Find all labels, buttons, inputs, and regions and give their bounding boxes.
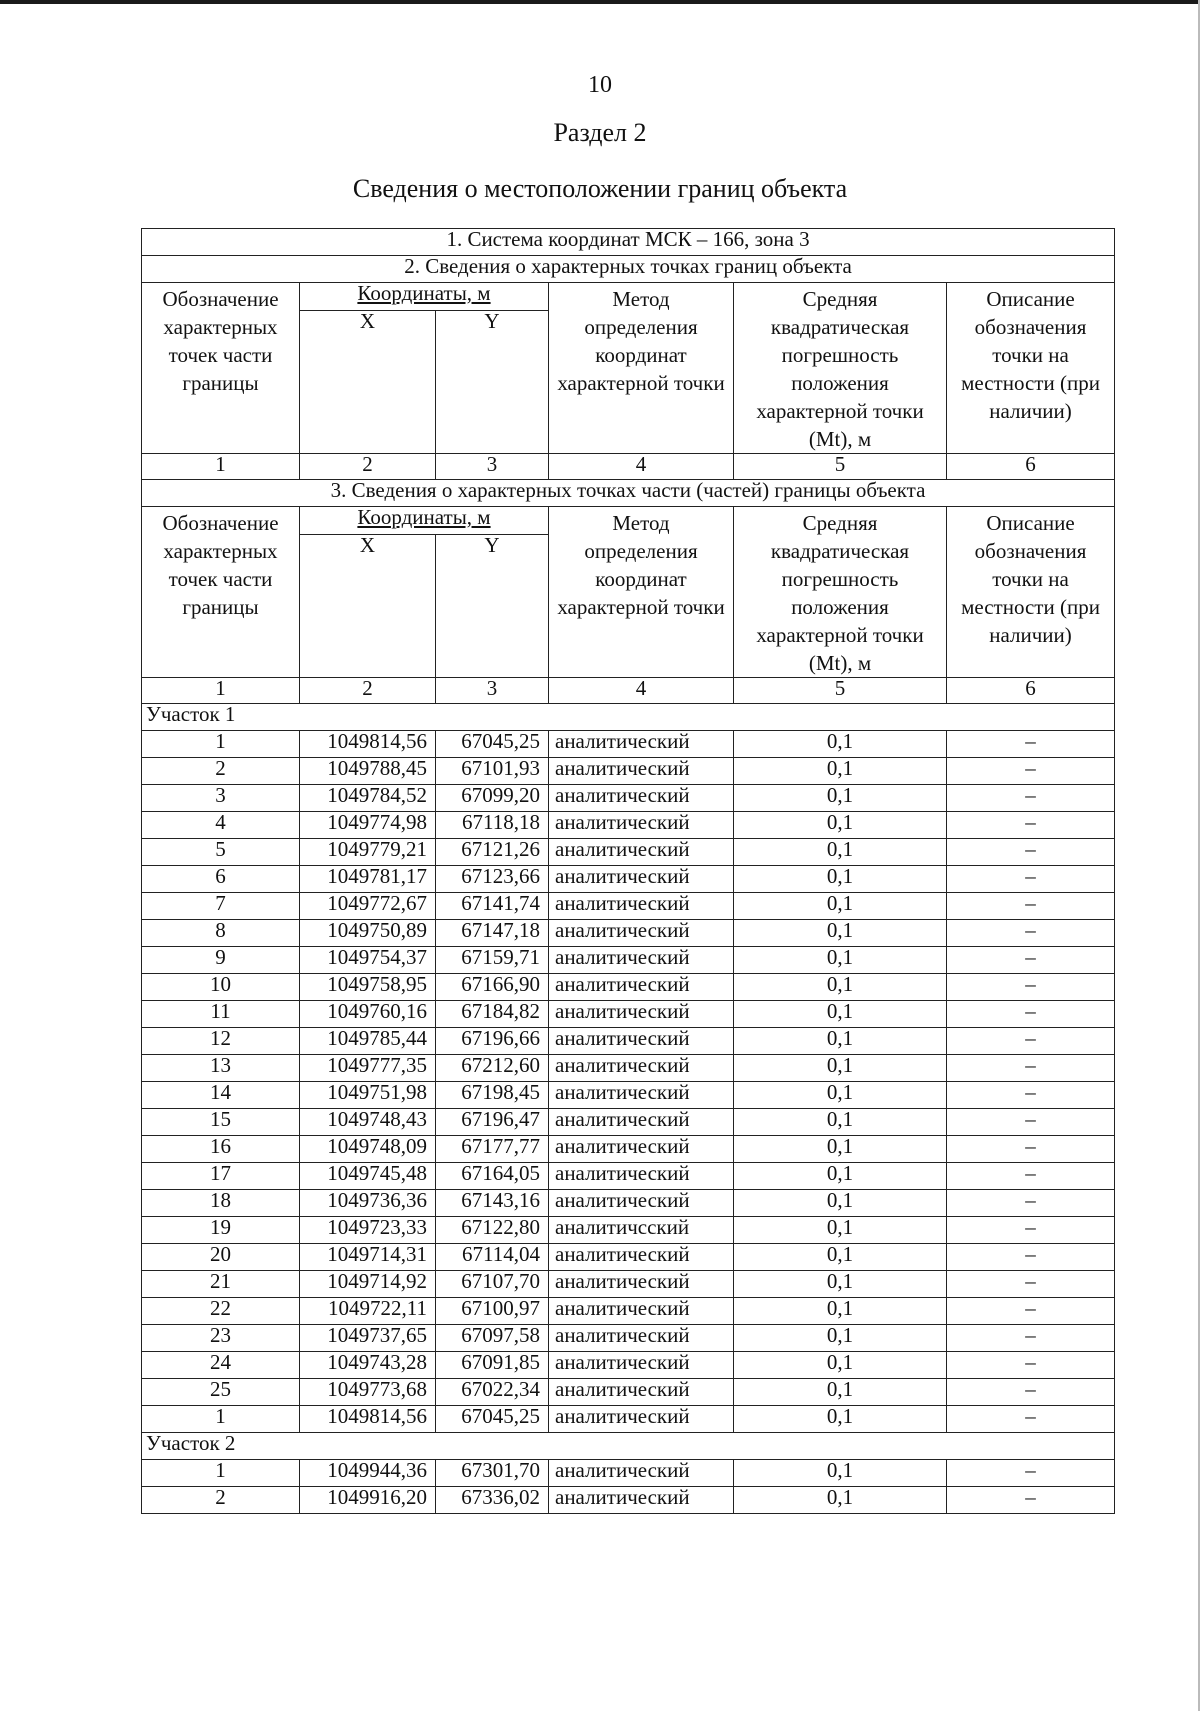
table-row — [142, 1109, 1115, 1136]
error-cell: 0,1 — [734, 839, 947, 866]
table-row — [142, 1217, 1115, 1244]
y-coordinate-cell: 67118,18 — [436, 812, 549, 839]
x-coordinate-cell: 1049750,89 — [300, 920, 436, 947]
error-cell: 0,1 — [734, 1352, 947, 1379]
table-row — [142, 1001, 1115, 1028]
method-cell: аналитический — [549, 1028, 734, 1055]
table-row — [142, 1136, 1115, 1163]
error-cell: 0,1 — [734, 1163, 947, 1190]
method-cell: аналитический — [549, 1136, 734, 1163]
error-cell: 0,1 — [734, 731, 947, 758]
page-number: 10 — [588, 72, 612, 98]
column-numbers-row — [142, 678, 1115, 704]
y-coordinate-cell: 67091,85 — [436, 1352, 549, 1379]
point-id-cell: 20 — [142, 1244, 300, 1271]
error-cell: 0,1 — [734, 1325, 947, 1352]
coords-header-label: Координаты, м — [357, 506, 491, 529]
x-coordinate-cell: 1049944,36 — [300, 1460, 436, 1487]
method-header: Метод определения координат характерной точки — [549, 507, 734, 678]
point-id-cell: 23 — [142, 1325, 300, 1352]
error-cell: 0,1 — [734, 1109, 947, 1136]
y-coordinate-cell: 67122,80 — [436, 1217, 549, 1244]
table-row — [142, 1190, 1115, 1217]
description-cell: – — [947, 1163, 1115, 1190]
description-cell: – — [947, 1379, 1115, 1406]
error-cell: 0,1 — [734, 1487, 947, 1514]
y-coordinate-cell: 67177,77 — [436, 1136, 549, 1163]
description-cell: – — [947, 1271, 1115, 1298]
point-id-cell: 6 — [142, 866, 300, 893]
coordinate-system-title: 1. Система координат МСК – 166, зона 3 — [142, 229, 1115, 256]
table-row — [142, 1487, 1115, 1514]
description-cell: – — [947, 893, 1115, 920]
point-id-cell: 14 — [142, 1082, 300, 1109]
y-header: Y — [436, 311, 549, 454]
x-coordinate-cell: 1049723,33 — [300, 1217, 436, 1244]
y-coordinate-cell: 67301,70 — [436, 1460, 549, 1487]
point-id-cell: 2 — [142, 758, 300, 785]
scan-edge-top — [0, 0, 1200, 4]
x-coordinate-cell: 1049916,20 — [300, 1487, 436, 1514]
table-row — [142, 920, 1115, 947]
method-header: Метод определения координат характерной точки — [549, 283, 734, 454]
y-coordinate-cell: 67196,66 — [436, 1028, 549, 1055]
description-cell: – — [947, 812, 1115, 839]
point-label-header: Обозначение характерных точек части границы — [142, 507, 300, 678]
description-cell: – — [947, 1460, 1115, 1487]
error-cell: 0,1 — [734, 920, 947, 947]
method-cell: аналитический — [549, 812, 734, 839]
error-cell: 0,1 — [734, 1406, 947, 1433]
description-cell: – — [947, 947, 1115, 974]
error-cell: 0,1 — [734, 1082, 947, 1109]
table-row — [142, 1352, 1115, 1379]
y-coordinate-cell: 67121,26 — [436, 839, 549, 866]
method-cell: аналитический — [549, 758, 734, 785]
point-id-cell: 15 — [142, 1109, 300, 1136]
description-cell: – — [947, 1298, 1115, 1325]
point-id-cell: 2 — [142, 1487, 300, 1514]
point-id-cell: 10 — [142, 974, 300, 1001]
y-coordinate-cell: 67198,45 — [436, 1082, 549, 1109]
point-id-cell: 19 — [142, 1217, 300, 1244]
error-cell: 0,1 — [734, 1298, 947, 1325]
table-row — [142, 758, 1115, 785]
x-coordinate-cell: 1049785,44 — [300, 1028, 436, 1055]
y-coordinate-cell: 67101,93 — [436, 758, 549, 785]
coords-header-label: Координаты, м — [357, 282, 491, 305]
document-title: Сведения о местоположении границ объекта — [352, 174, 848, 203]
error-cell: 0,1 — [734, 947, 947, 974]
y-coordinate-cell: 67143,16 — [436, 1190, 549, 1217]
method-cell: аналитический — [549, 920, 734, 947]
x-coordinate-cell: 1049758,95 — [300, 974, 436, 1001]
method-cell: аналитический — [549, 1244, 734, 1271]
method-cell: аналитический — [549, 1352, 734, 1379]
point-label-header: Обозначение характерных точек части границы — [142, 283, 300, 454]
error-cell: 0,1 — [734, 1001, 947, 1028]
y-coordinate-cell: 67107,70 — [436, 1271, 549, 1298]
y-coordinate-cell: 67196,47 — [436, 1109, 549, 1136]
description-header: Описание обозначения точки на местности (при наличии) — [947, 507, 1115, 678]
description-cell: – — [947, 731, 1115, 758]
error-cell: 0,1 — [734, 974, 947, 1001]
y-coordinate-cell: 67100,97 — [436, 1298, 549, 1325]
description-cell: – — [947, 1136, 1115, 1163]
table-row — [142, 1379, 1115, 1406]
column-number: 1 — [142, 678, 300, 704]
x-coordinate-cell: 1049754,37 — [300, 947, 436, 974]
y-header: Y — [436, 535, 549, 678]
description-cell: – — [947, 1352, 1115, 1379]
description-cell: – — [947, 1028, 1115, 1055]
column-number: 1 — [142, 454, 300, 480]
description-cell: – — [947, 1055, 1115, 1082]
point-id-cell: 17 — [142, 1163, 300, 1190]
error-cell: 0,1 — [734, 893, 947, 920]
point-id-cell: 16 — [142, 1136, 300, 1163]
method-cell: аналитический — [549, 866, 734, 893]
description-header: Описание обозначения точки на местности (при наличии) — [947, 283, 1115, 454]
table-row — [142, 1325, 1115, 1352]
description-cell: – — [947, 920, 1115, 947]
error-cell: 0,1 — [734, 758, 947, 785]
method-cell: аналитический — [549, 1325, 734, 1352]
method-cell: аналитический — [549, 947, 734, 974]
table-row — [142, 1028, 1115, 1055]
error-cell: 0,1 — [734, 1460, 947, 1487]
y-coordinate-cell: 67045,25 — [436, 731, 549, 758]
method-cell: аналитический — [549, 1082, 734, 1109]
coords-header — [300, 507, 549, 535]
point-id-cell: 5 — [142, 839, 300, 866]
column-numbers-row — [142, 454, 1115, 480]
method-cell: аналитический — [549, 785, 734, 812]
y-coordinate-cell: 67045,25 — [436, 1406, 549, 1433]
x-coordinate-cell: 1049781,17 — [300, 866, 436, 893]
y-coordinate-cell: 67184,82 — [436, 1001, 549, 1028]
x-coordinate-cell: 1049748,43 — [300, 1109, 436, 1136]
error-cell: 0,1 — [734, 812, 947, 839]
table-row — [142, 974, 1115, 1001]
x-coordinate-cell: 1049714,31 — [300, 1244, 436, 1271]
y-coordinate-cell: 67097,58 — [436, 1325, 549, 1352]
method-cell: аналитичсский — [549, 1217, 734, 1244]
point-id-cell: 4 — [142, 812, 300, 839]
boundary-points-title: 2. Сведения о характерных точках границ объекта — [142, 256, 1115, 283]
table-row — [142, 1055, 1115, 1082]
point-id-cell: 11 — [142, 1001, 300, 1028]
method-cell: аналитический — [549, 731, 734, 758]
column-number: 5 — [734, 678, 947, 704]
point-id-cell: 7 — [142, 893, 300, 920]
table-row — [142, 1163, 1115, 1190]
point-id-cell: 13 — [142, 1055, 300, 1082]
column-number: 6 — [947, 454, 1115, 480]
x-coordinate-cell: 1049714,92 — [300, 1271, 436, 1298]
y-coordinate-cell: 67164,05 — [436, 1163, 549, 1190]
description-cell: – — [947, 1325, 1115, 1352]
table-row — [142, 785, 1115, 812]
table-row — [142, 1298, 1115, 1325]
error-cell: 0,1 — [734, 1217, 947, 1244]
error-cell: 0,1 — [734, 1028, 947, 1055]
error-header: Средняя квадратическая погрешность положения характерной точки (Mt), м — [734, 283, 947, 454]
description-cell: – — [947, 1082, 1115, 1109]
method-cell: аналитический — [549, 1487, 734, 1514]
y-coordinate-cell: 67123,66 — [436, 866, 549, 893]
method-cell: аналитический — [549, 893, 734, 920]
method-cell: аналитический — [549, 839, 734, 866]
x-coordinate-cell: 1049814,56 — [300, 731, 436, 758]
point-id-cell: 1 — [142, 731, 300, 758]
method-cell: аналитический — [549, 974, 734, 1001]
y-coordinate-cell: 67114,04 — [436, 1244, 549, 1271]
table-row — [142, 1244, 1115, 1271]
column-number: 3 — [436, 678, 549, 704]
y-coordinate-cell: 67099,20 — [436, 785, 549, 812]
point-id-cell: 1 — [142, 1460, 300, 1487]
method-cell: аналитический — [549, 1001, 734, 1028]
plot-name: Участок 1 — [142, 704, 1115, 731]
column-number: 3 — [436, 454, 549, 480]
description-cell: – — [947, 866, 1115, 893]
plot-header-row — [142, 1433, 1115, 1460]
error-cell: 0,1 — [734, 1190, 947, 1217]
error-cell: 0,1 — [734, 1379, 947, 1406]
point-id-cell: 12 — [142, 1028, 300, 1055]
part-points-title: 3. Сведения о характерных точках части (частей) границы объекта — [142, 480, 1115, 507]
table-row — [142, 947, 1115, 974]
method-cell: аналитический — [549, 1379, 734, 1406]
description-cell: – — [947, 1244, 1115, 1271]
x-coordinate-cell: 1049777,35 — [300, 1055, 436, 1082]
point-id-cell: 1 — [142, 1406, 300, 1433]
section-title: Раздел 2 — [553, 118, 647, 147]
plot-header-row — [142, 704, 1115, 731]
y-coordinate-cell: 67022,34 — [436, 1379, 549, 1406]
point-id-cell: 22 — [142, 1298, 300, 1325]
x-coordinate-cell: 1049774,98 — [300, 812, 436, 839]
y-coordinate-cell: 67166,90 — [436, 974, 549, 1001]
description-cell: – — [947, 1001, 1115, 1028]
column-number: 2 — [300, 454, 436, 480]
method-cell: аналитический — [549, 1406, 734, 1433]
method-cell: аналитический — [549, 1271, 734, 1298]
x-coordinate-cell: 1049745,48 — [300, 1163, 436, 1190]
point-id-cell: 8 — [142, 920, 300, 947]
y-coordinate-cell: 67141,74 — [436, 893, 549, 920]
point-id-cell: 21 — [142, 1271, 300, 1298]
x-header: X — [300, 311, 436, 454]
point-id-cell: 25 — [142, 1379, 300, 1406]
description-cell: – — [947, 758, 1115, 785]
column-number: 5 — [734, 454, 947, 480]
y-coordinate-cell: 67147,18 — [436, 920, 549, 947]
description-cell: – — [947, 974, 1115, 1001]
table-row — [142, 866, 1115, 893]
description-cell: – — [947, 1217, 1115, 1244]
description-cell: – — [947, 839, 1115, 866]
x-coordinate-cell: 1049736,36 — [300, 1190, 436, 1217]
table-row — [142, 1460, 1115, 1487]
y-coordinate-cell: 67336,02 — [436, 1487, 549, 1514]
column-number: 6 — [947, 678, 1115, 704]
column-number: 4 — [549, 678, 734, 704]
description-cell: – — [947, 1109, 1115, 1136]
x-coordinate-cell: 1049737,65 — [300, 1325, 436, 1352]
boundary-coordinates-table — [141, 228, 1115, 1514]
error-cell: 0,1 — [734, 1244, 947, 1271]
table-row — [142, 812, 1115, 839]
point-id-cell: 18 — [142, 1190, 300, 1217]
description-cell: – — [947, 785, 1115, 812]
x-coordinate-cell: 1049779,21 — [300, 839, 436, 866]
error-header: Средняя квадратическая погрешность положения характерной точки (Mt), м — [734, 507, 947, 678]
point-id-cell: 24 — [142, 1352, 300, 1379]
table-row — [142, 1082, 1115, 1109]
description-cell: – — [947, 1487, 1115, 1514]
x-coordinate-cell: 1049788,45 — [300, 758, 436, 785]
x-coordinate-cell: 1049751,98 — [300, 1082, 436, 1109]
plot-name: Участок 2 — [142, 1433, 1115, 1460]
error-cell: 0,1 — [734, 1271, 947, 1298]
error-cell: 0,1 — [734, 1136, 947, 1163]
error-cell: 0,1 — [734, 785, 947, 812]
method-cell: аналитический — [549, 1109, 734, 1136]
x-coordinate-cell: 1049743,28 — [300, 1352, 436, 1379]
table-row — [142, 1271, 1115, 1298]
method-cell: аналитический — [549, 1190, 734, 1217]
error-cell: 0,1 — [734, 866, 947, 893]
table-row — [142, 893, 1115, 920]
method-cell: аналитический — [549, 1460, 734, 1487]
table-row — [142, 839, 1115, 866]
x-header: X — [300, 535, 436, 678]
x-coordinate-cell: 1049748,09 — [300, 1136, 436, 1163]
description-cell: – — [947, 1190, 1115, 1217]
method-cell: аналитический — [549, 1055, 734, 1082]
x-coordinate-cell: 1049784,52 — [300, 785, 436, 812]
y-coordinate-cell: 67212,60 — [436, 1055, 549, 1082]
table-row — [142, 1406, 1115, 1433]
point-id-cell: 3 — [142, 785, 300, 812]
x-coordinate-cell: 1049773,68 — [300, 1379, 436, 1406]
x-coordinate-cell: 1049814,56 — [300, 1406, 436, 1433]
column-number: 4 — [549, 454, 734, 480]
error-cell: 0,1 — [734, 1055, 947, 1082]
coords-header — [300, 283, 549, 311]
x-coordinate-cell: 1049722,11 — [300, 1298, 436, 1325]
column-number: 2 — [300, 678, 436, 704]
method-cell: аналитический — [549, 1163, 734, 1190]
description-cell: – — [947, 1406, 1115, 1433]
x-coordinate-cell: 1049772,67 — [300, 893, 436, 920]
method-cell: аналитический — [549, 1298, 734, 1325]
point-id-cell: 9 — [142, 947, 300, 974]
x-coordinate-cell: 1049760,16 — [300, 1001, 436, 1028]
table-row — [142, 731, 1115, 758]
y-coordinate-cell: 67159,71 — [436, 947, 549, 974]
